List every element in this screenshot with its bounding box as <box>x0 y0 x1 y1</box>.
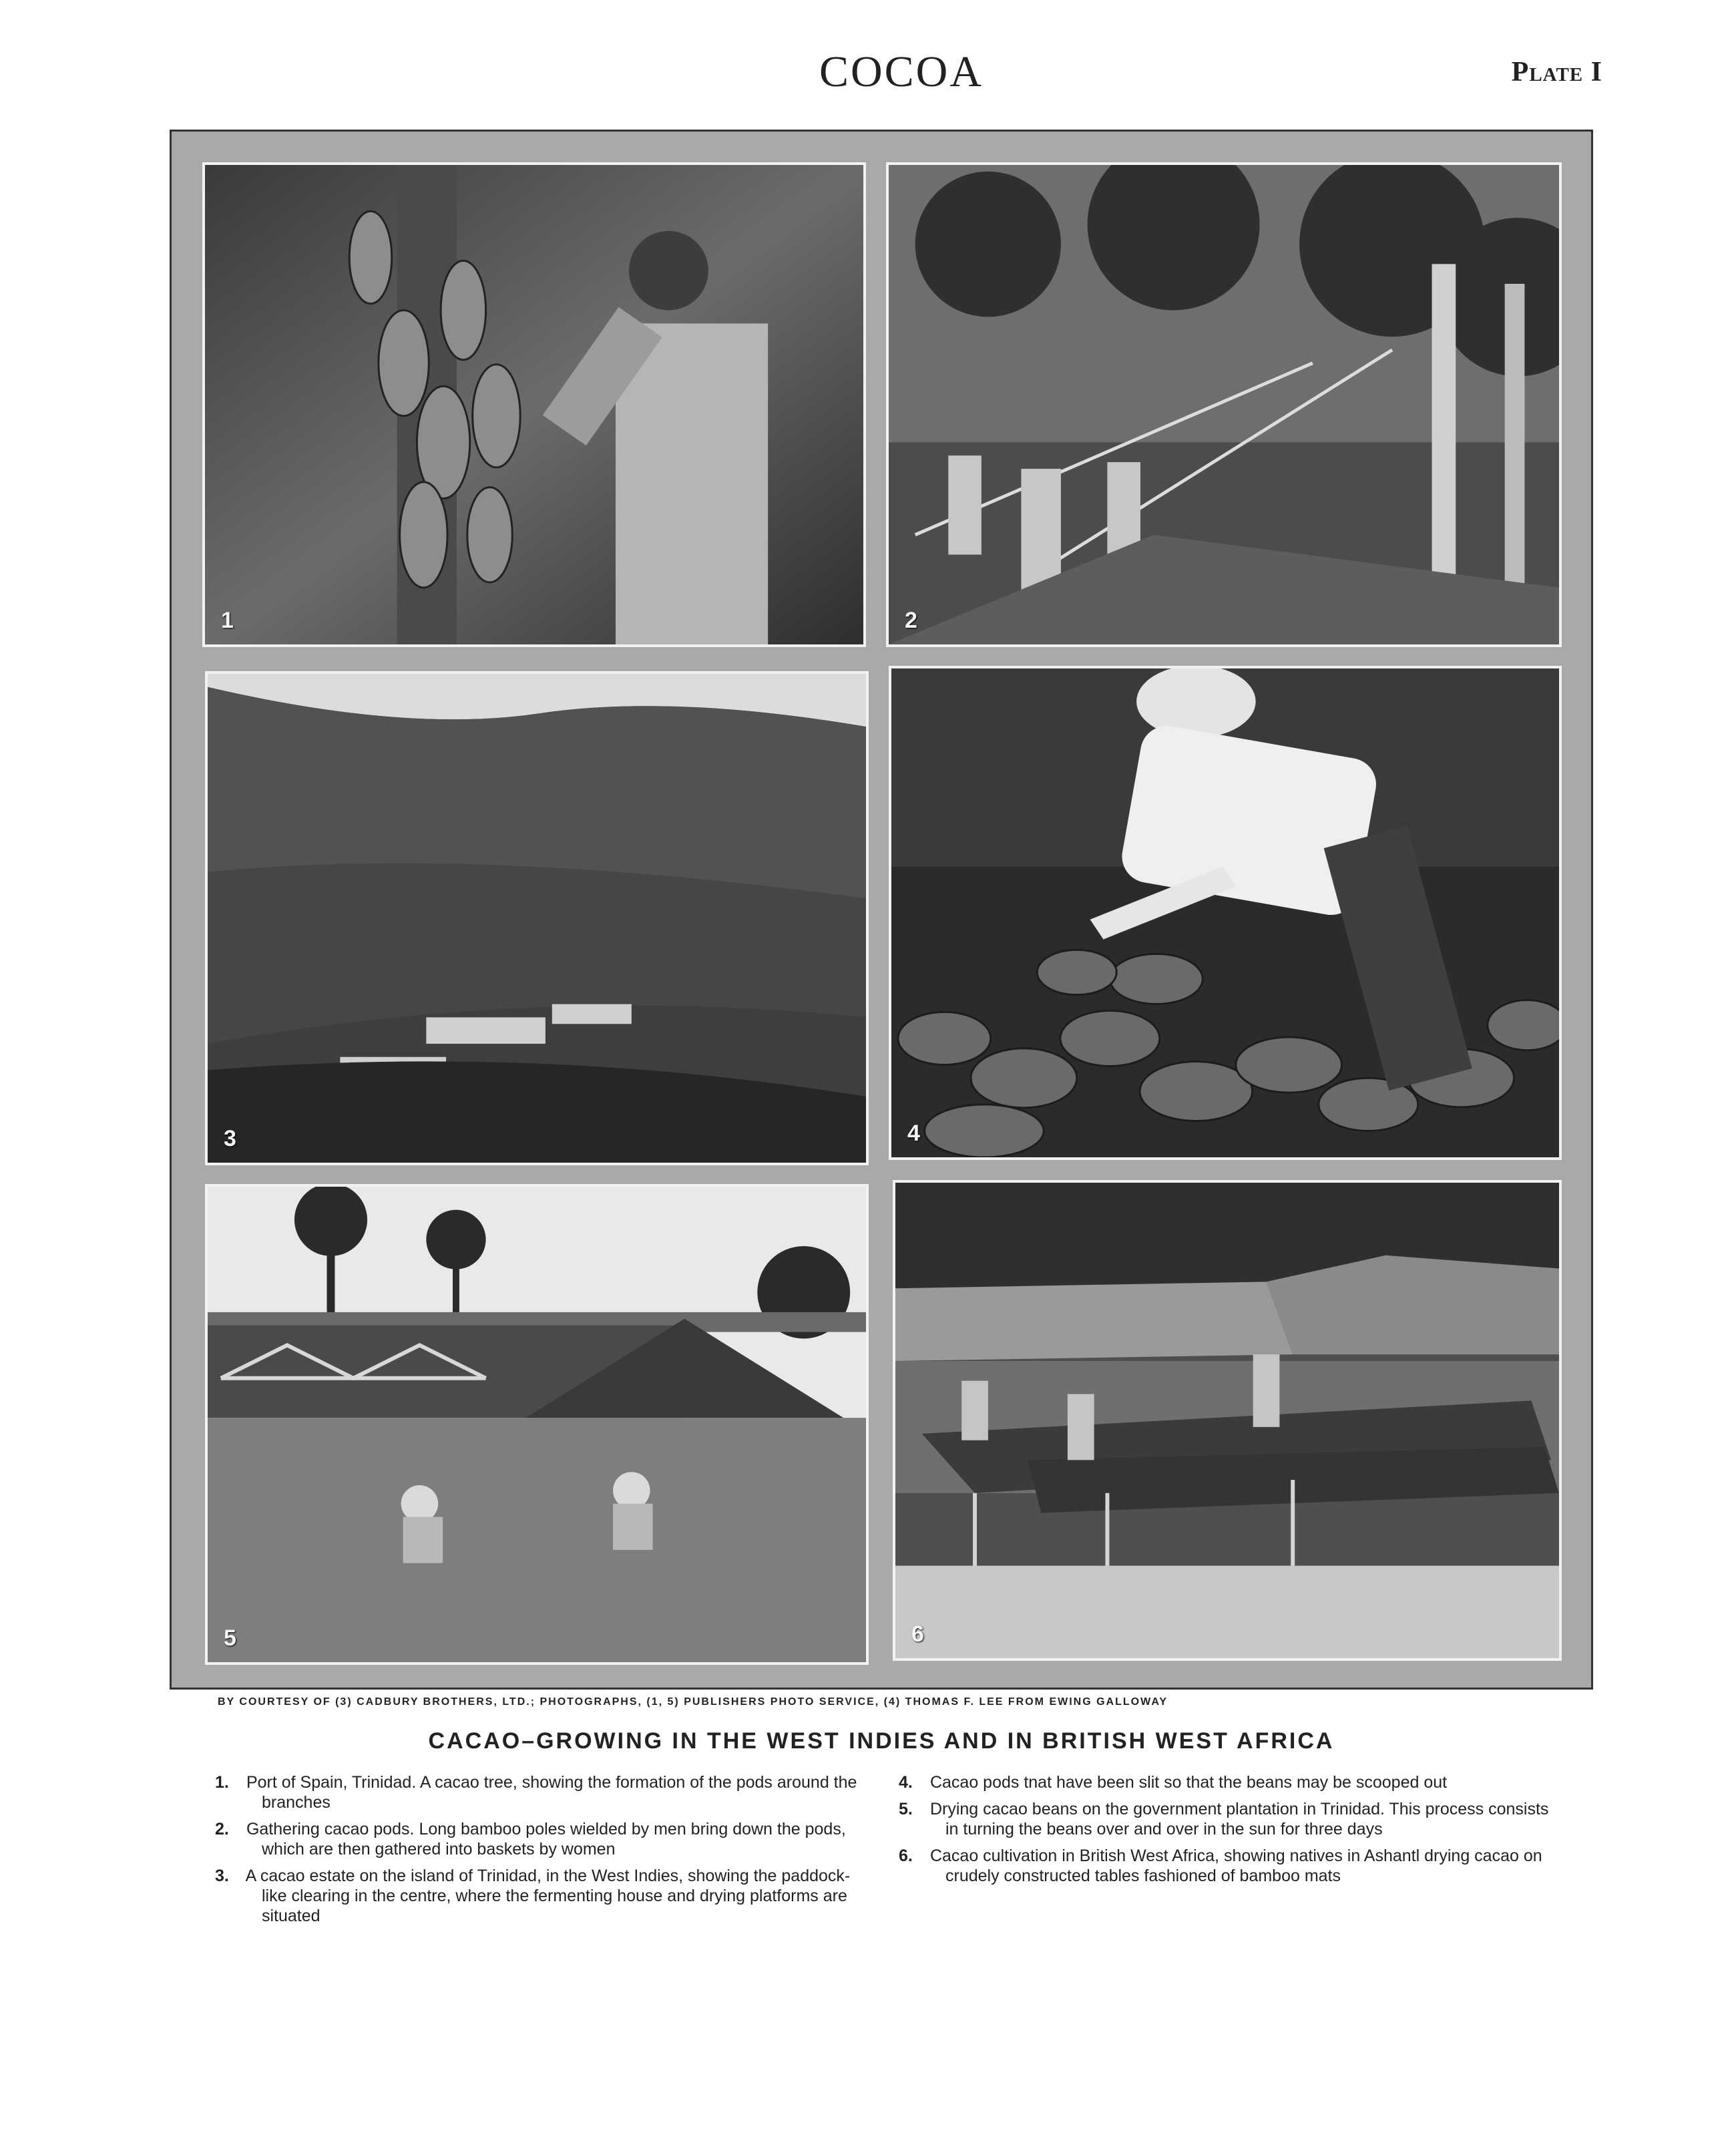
photo-6 <box>893 1180 1562 1661</box>
photo-6-image <box>895 1183 1559 1658</box>
caption-text: Gathering cacao pods. Long bamboo poles wielded by men bring down the pods, which are then gathered into baskets by women <box>246 1820 846 1859</box>
caption-number: 1. <box>215 1773 229 1792</box>
caption-5 <box>899 1799 1560 1839</box>
photo-1-image <box>205 165 863 644</box>
page-title: COCOA <box>819 47 984 96</box>
plate-caption: CACAO–GROWING IN THE WEST INDIES AND IN BRITISH WEST AFRICA <box>428 1728 1335 1754</box>
caption-number: 6. <box>899 1846 913 1865</box>
photo-5-image <box>208 1187 866 1662</box>
photo-4-number: 4 <box>907 1121 920 1146</box>
caption-number: 3. <box>215 1867 229 1885</box>
photo-credit: BY COURTESY OF (3) CADBURY BROTHERS, LTD.; PHOTOGRAPHS, (1, 5) PUBLISHERS PHOTO SERVICE, (4) THOMAS F. LEE FROM EWING GALLOWAY <box>218 1696 1168 1708</box>
caption-text: Drying cacao beans on the government plantation in Trinidad. This process consists in turning the beans over and over in the sun for three days <box>929 1800 1549 1838</box>
plate-label: Plate I <box>1511 57 1602 87</box>
photo-4 <box>889 666 1562 1160</box>
caption-number: 2. <box>215 1820 229 1838</box>
caption-6 <box>899 1846 1560 1886</box>
photo-2-image <box>889 165 1559 644</box>
captions-right-column <box>899 1772 1560 1893</box>
photo-3-number: 3 <box>224 1126 236 1151</box>
photo-3 <box>205 671 869 1165</box>
caption-number: 4. <box>899 1773 913 1792</box>
caption-1 <box>215 1772 869 1812</box>
caption-text: Cacao cultivation in British West Africa, showing natives in Ashantl drying cacao on crudely constructed tables fashioned of bamboo mats <box>929 1846 1542 1885</box>
caption-4 <box>899 1772 1560 1792</box>
photo-1 <box>202 162 866 647</box>
caption-text: Cacao pods tnat have been slit so that the beans may be scooped out <box>929 1773 1448 1792</box>
photo-2 <box>886 162 1562 647</box>
photo-5-number: 5 <box>224 1625 236 1651</box>
caption-3 <box>215 1866 869 1926</box>
photo-3-image <box>208 674 866 1163</box>
caption-number: 5. <box>899 1800 913 1818</box>
caption-2 <box>215 1819 869 1859</box>
captions-left-column <box>215 1772 869 1933</box>
caption-text: Port of Spain, Trinidad. A cacao tree, showing the formation of the pods around the branches <box>246 1773 857 1812</box>
photo-5 <box>205 1184 869 1665</box>
photo-1-number: 1 <box>221 608 234 633</box>
photo-2-number: 2 <box>905 608 917 633</box>
photo-plate <box>170 130 1593 1690</box>
caption-text: A cacao estate on the island of Trinidad, in the West Indies, showing the paddock-like clearing in the centre, where the fermenting house and drying platforms are situated <box>245 1867 851 1925</box>
photo-6-number: 6 <box>911 1621 924 1647</box>
photo-4-image <box>891 668 1559 1157</box>
